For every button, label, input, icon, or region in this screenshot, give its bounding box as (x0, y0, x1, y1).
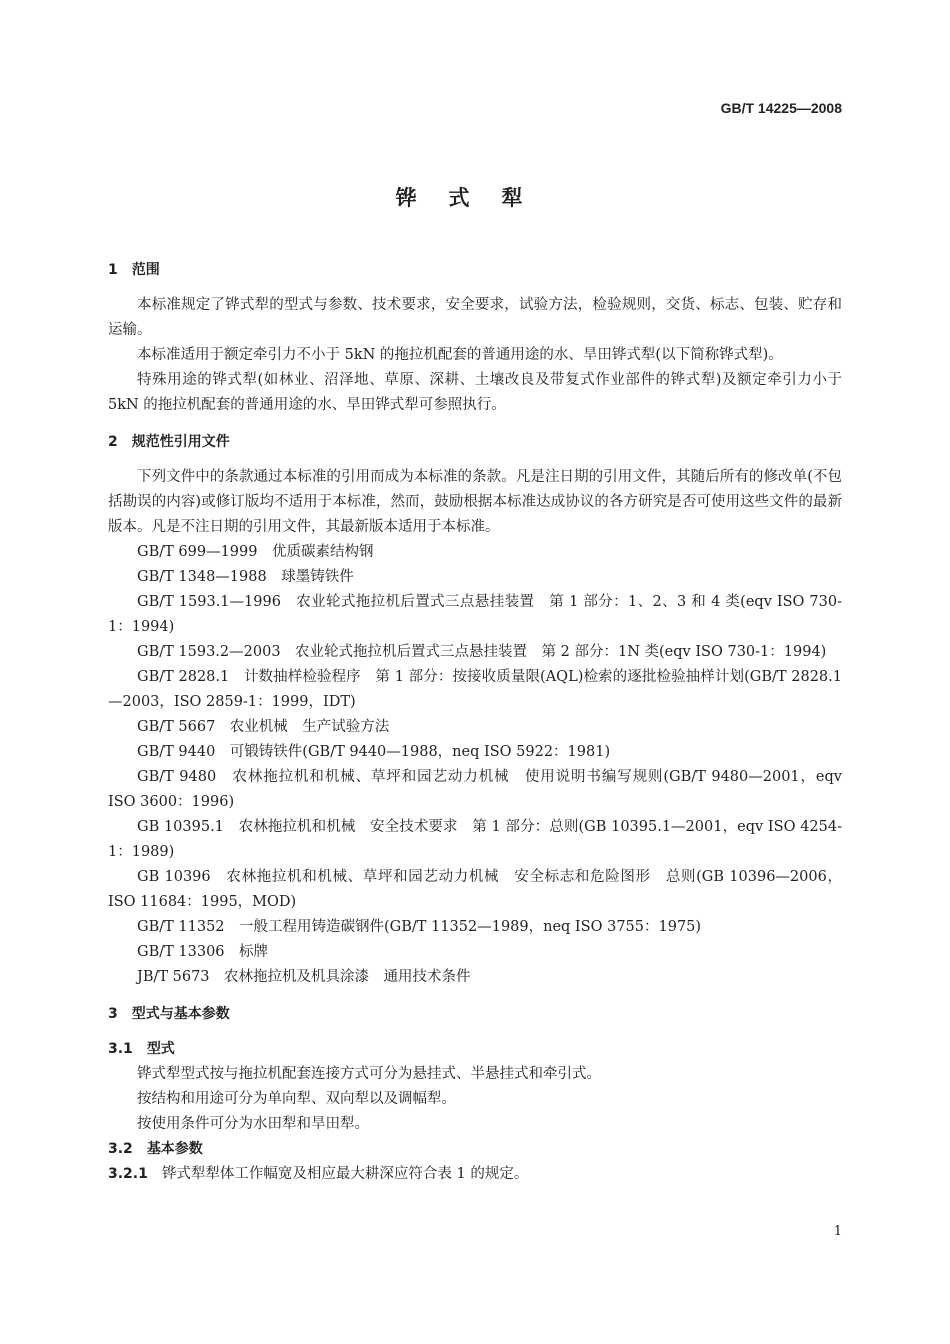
page-number: 1 (833, 1224, 842, 1239)
paragraph: 按结构和用途可分为单向犁、双向犁以及调幅犁。 (137, 1091, 456, 1107)
paragraph: 本标准规定了铧式犁的型式与参数、技术要求，安全要求，试验方法，检验规则，交货、标志、包装、贮存和运输。 (108, 297, 842, 338)
document-title: 铧式犁 (395, 186, 555, 210)
subsection-number: 3.1 (108, 1041, 133, 1057)
section-heading (108, 258, 842, 283)
paragraph: 按使用条件可分为水田犁和旱田犁。 (137, 1116, 369, 1132)
reference-item: GB 10396 农林拖拉机和机械、草坪和园艺动力机械 安全标志和危险图形 总则(GB 10396—2006，ISO 11684：1995，MOD) (108, 869, 842, 910)
section-title: 型式与基本参数 (131, 1006, 230, 1022)
subsection-title: 型式 (146, 1041, 175, 1057)
clause (108, 1162, 842, 1187)
reference-item: GB/T 699—1999 优质碳素结构钢 (137, 544, 374, 560)
paragraph: 特殊用途的铧式犁(如林业、沼泽地、草原、深耕、土壤改良及带复式作业部件的铧式犁)及额定牵引力小于 5kN 的拖拉机配套的普通用途的水、旱田铧式犁可参照执行。 (108, 372, 842, 413)
section-title: 范围 (131, 262, 160, 278)
section-number: 2 (108, 434, 118, 450)
reference-item: GB/T 9440 可锻铸铁件(GB/T 9440—1988，neq ISO 5922：1981) (137, 744, 611, 760)
reference-item: GB/T 9480 农林拖拉机和机械、草坪和园艺动力机械 使用说明书编写规则(GB/T 9480—2001，eqv ISO 3600：1996) (108, 769, 842, 810)
subsection-number: 3.2 (108, 1141, 133, 1157)
reference-item: JB/T 5673 农林拖拉机及机具涂漆 通用技术条件 (137, 969, 471, 985)
section-number: 1 (108, 262, 118, 278)
subsection-heading (108, 1037, 842, 1062)
section-heading (108, 1002, 842, 1027)
paragraph: 本标准适用于额定牵引力不小于 5kN 的拖拉机配套的普通用途的水、旱田铧式犁(以下简称铧式犁)。 (137, 347, 783, 363)
document-body (108, 258, 842, 1187)
subsection-title: 基本参数 (146, 1141, 203, 1157)
paragraph: 下列文件中的条款通过本标准的引用而成为本标准的条款。凡是注日期的引用文件，其随后所有的修改单(不包括勘误的内容)或修订版均不适用于本标准，然而，鼓励根据本标准达成协议的各方研究是否可使用这些文件的最新版本。凡是不注日期的引用文件，其最新版本适用于本标准。 (108, 469, 842, 535)
reference-item: GB/T 11352 一般工程用铸造碳钢件(GB/T 11352—1989，neq ISO 3755：1975) (137, 919, 702, 935)
reference-item: GB/T 1593.1—1996 农业轮式拖拉机后置式三点悬挂装置 第 1 部分：1、2、3 和 4 类(eqv ISO 730-1：1994) (108, 594, 842, 635)
clause-number: 3.2.1 (108, 1166, 148, 1182)
reference-item: GB/T 1593.2—2003 农业轮式拖拉机后置式三点悬挂装置 第 2 部分：1N 类(eqv ISO 730-1：1994) (137, 644, 827, 660)
section-title: 规范性引用文件 (131, 434, 230, 450)
reference-item: GB/T 2828.1 计数抽样检验程序 第 1 部分：按接收质量限(AQL)检索的逐批检验抽样计划(GB/T 2828.1—2003，ISO 2859-1：1999，IDT) (108, 669, 842, 710)
reference-item: GB 10395.1 农林拖拉机和机械 安全技术要求 第 1 部分：总则(GB 10395.1—2001，eqv ISO 4254-1：1989) (108, 819, 842, 860)
clause-text: 铧式犁犁体工作幅宽及相应最大耕深应符合表 1 的规定。 (161, 1166, 529, 1182)
subsection-heading (108, 1137, 842, 1162)
standard-number: GB/T 14225—2008 (720, 100, 842, 116)
reference-item: GB/T 1348—1988 球墨铸铁件 (137, 569, 354, 585)
section-heading (108, 430, 842, 455)
paragraph: 铧式犁型式按与拖拉机配套连接方式可分为悬挂式、半悬挂式和牵引式。 (137, 1066, 601, 1082)
reference-item: GB/T 5667 农业机械 生产试验方法 (137, 719, 390, 735)
section-number: 3 (108, 1006, 118, 1022)
reference-item: GB/T 13306 标牌 (137, 944, 269, 960)
